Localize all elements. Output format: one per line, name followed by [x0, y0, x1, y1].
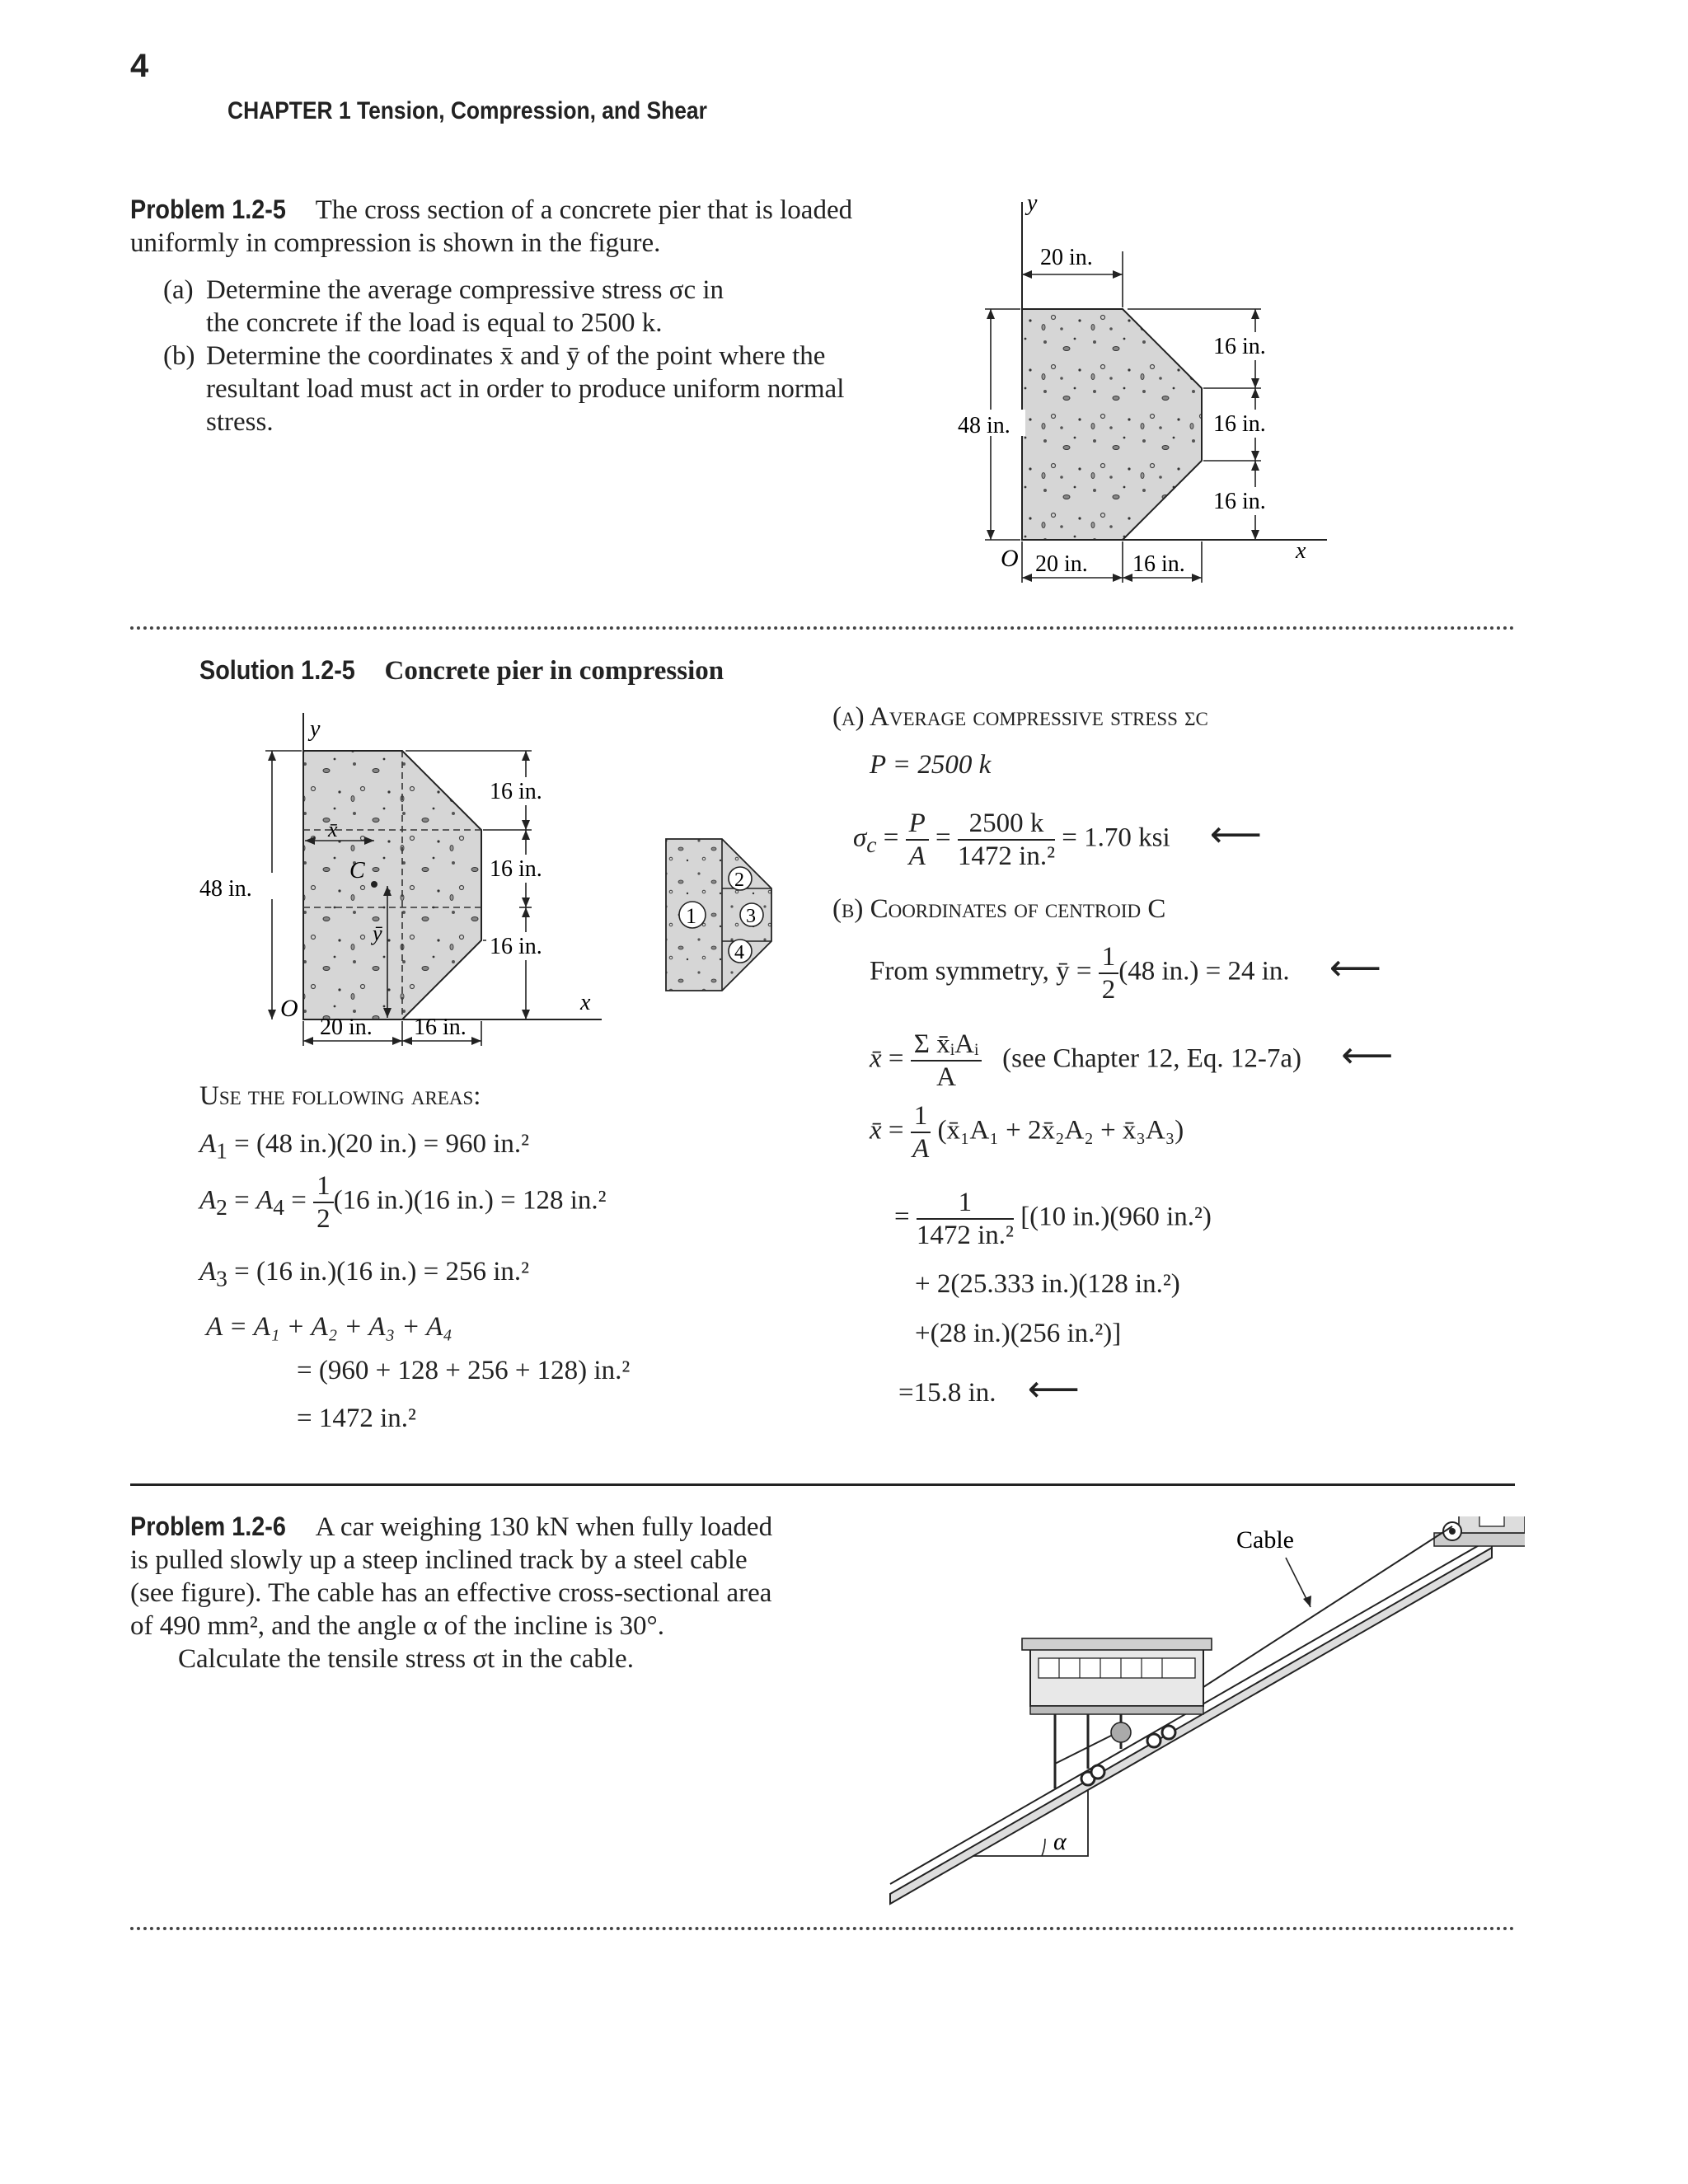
page-number: 4: [130, 48, 149, 84]
problem-intro-line: uniformly in compression is shown in the figure.: [130, 228, 661, 258]
area-a1-value: = (48 in.)(20 in.) = 960 in.²: [234, 1129, 529, 1159]
xbar-substitution: = $\frac{1}{\text{1472 in.²}}$ [(10 in.)(960 in.²): [894, 1188, 1212, 1250]
solution-title: Concrete pier in compression: [384, 656, 724, 686]
dim-left: 48 in.: [199, 876, 252, 902]
xbar-label: x̄: [328, 818, 338, 841]
inclined-track-figure: [882, 1516, 1525, 1920]
dim-bottom-2: 16 in.: [414, 1015, 467, 1040]
pier-section-shape: [1022, 309, 1202, 540]
problem-1-2-5: [130, 193, 897, 260]
part-b-line: stress.: [206, 407, 274, 437]
pier-cross-section-figure: [940, 185, 1352, 589]
dim-top: 20 in.: [1040, 245, 1093, 270]
xbar-def-denominator: A: [936, 1062, 956, 1092]
xbar-definition: x̄ = $\frac{\text{Σ x̄ᵢAᵢ}}{A}$ (see Chapter 12, Eq. 12-7a) ⟵: [870, 1029, 1394, 1092]
xbar-def-numerator: Σ x̄ᵢAᵢ: [911, 1029, 982, 1062]
solution-heading: [199, 654, 941, 687]
region-2-label: 2: [734, 869, 744, 891]
area-a3-value: = (16 in.)(16 in.) = 256 in.²: [234, 1257, 529, 1286]
xbar-sub-line-2: + 2(25.333 in.)(128 in.²): [915, 1269, 1180, 1299]
section-separator: [130, 626, 1515, 630]
bottom-separator: [130, 1927, 1515, 1930]
ybar-eq-post: (48 in.) = 24 in.: [1118, 956, 1290, 987]
y-axis-label: y: [1027, 190, 1038, 216]
problem-1-2-6: [130, 1510, 921, 1675]
x-axis-label: x: [580, 990, 591, 1015]
xbar-sub-line-3: +(28 in.)(256 in.²)]: [915, 1319, 1122, 1348]
stress-result: = 1.70 ksi: [1062, 823, 1170, 853]
ybar-label: ȳ: [373, 921, 382, 945]
area-sum-equation: A = A₁ + A₂ + A₃ + A₄: [206, 1312, 452, 1342]
part-a-line: Determine the average compressive stress σc in: [206, 275, 724, 305]
answer-arrow-icon: ⟵: [1027, 1368, 1080, 1410]
region-1-label: 1: [686, 904, 696, 928]
dim-right-3: 16 in.: [1213, 489, 1266, 514]
xbar-formula: x̄ = $\frac{1}{A}$ (x̄₁A₁ + 2x̄₂A₂ + x̄₃A₃): [870, 1101, 1184, 1164]
region-diagram: [659, 832, 791, 997]
problem-1-2-5-parts: [163, 274, 905, 438]
answer-arrow-icon: ⟵: [1329, 946, 1381, 989]
centroid-point: [371, 881, 377, 888]
solution-label: Solution 1.2-5: [199, 655, 355, 685]
area-sum-line-2: = (960 + 128 + 256 + 128) in.²: [297, 1356, 631, 1385]
dim-right-2: 16 in.: [490, 856, 542, 882]
stress-denominator: 1472 in.²: [957, 841, 1055, 871]
areas-heading: Use the following areas:: [199, 1081, 481, 1111]
part-marker: (a): [163, 275, 194, 305]
part-a-line: the concrete if the load is equal to 2500 k.: [206, 308, 663, 338]
xbar-sub-denominator: 1472 in.²: [916, 1221, 1014, 1250]
xbar-def-note: (see Chapter 12, Eq. 12-7a): [1002, 1043, 1301, 1074]
problem-label: Problem 1.2-5: [130, 194, 286, 224]
origin-label: O: [1001, 545, 1019, 572]
dim-bottom-2: 16 in.: [1132, 551, 1185, 577]
stress-equation: $\sigma_c$ = $\frac{P}{A}$ = $\frac{2500 k}{\text{1472 in.²}}$ = 1.70 ksi ⟵: [853, 808, 1262, 871]
x-axis-label: x: [1296, 538, 1306, 564]
area-a3-equation: $A_3 = (16$ in.)(16 in.) = 256 in.²: [199, 1257, 529, 1291]
dim-right-1: 16 in.: [490, 779, 542, 804]
problem-line: Calculate the tensile stress σt in the cable.: [178, 1644, 634, 1674]
angle-alpha-label: α: [1053, 1828, 1067, 1855]
answer-arrow-icon: ⟵: [1209, 813, 1262, 855]
problem-line: of 490 mm², and the angle α of the incline is 30°.: [130, 1611, 664, 1641]
area-a1-equation: $A_1 = (48$ in.)(20 in.) = 960 in.²: [199, 1129, 529, 1164]
centroid-label: C: [349, 858, 365, 883]
dim-bottom-1: 20 in.: [1035, 551, 1088, 577]
xbar-result-value: =15.8 in.: [898, 1378, 996, 1408]
answer-arrow-icon: ⟵: [1341, 1033, 1394, 1076]
part-marker: (b): [163, 341, 195, 371]
origin-label: O: [280, 995, 298, 1022]
part-b-heading: (b) Coordinates of centroid C: [832, 894, 1166, 924]
dim-left: 48 in.: [958, 413, 1010, 438]
dim-bottom-1: 20 in.: [320, 1015, 373, 1040]
xbar-formula-body: (x̄₁A₁ + 2x̄₂A₂ + x̄₃A₃): [937, 1115, 1184, 1146]
region-3-label: 3: [746, 906, 756, 927]
solution-section-figure: [198, 705, 659, 1059]
problem-intro-line: The cross section of a concrete pier that is loaded: [315, 195, 853, 225]
part-b-line: resultant load must act in order to produce uniform normal: [206, 374, 845, 404]
area-a2-equation: $A_2 = A_4$ = $\frac{1}{2}$ (16 in.)(16 in.) = 128 in.²: [199, 1171, 607, 1234]
stress-numerator: 2500 k: [958, 808, 1055, 841]
running-head: CHAPTER 1 Tension, Compression, and Shear: [227, 97, 707, 124]
area-sum-line-3: = 1472 in.²: [297, 1404, 416, 1433]
solution-section-shape: [303, 751, 481, 1019]
problem-line: A car weighing 130 kN when fully loaded: [315, 1512, 773, 1542]
xbar-result: [898, 1368, 1080, 1410]
load-equation: P = 2500 k: [870, 750, 992, 780]
ybar-equation: From symmetry, ȳ = $\frac{1}{2}$ (48 in.) = 24 in. ⟵: [870, 942, 1381, 1005]
dim-right-2: 16 in.: [1213, 411, 1266, 437]
dim-right-1: 16 in.: [1213, 334, 1266, 359]
ybar-eq-pre: From symmetry, ȳ =: [870, 956, 1092, 987]
part-a-heading: (a) Average compressive stress σc: [832, 702, 1208, 732]
region-4-label: 4: [734, 942, 744, 963]
dim-right-3: 16 in.: [490, 934, 542, 959]
problem-line: is pulled slowly up a steep inclined track by a steel cable: [130, 1545, 748, 1575]
cable-label: Cable: [1236, 1526, 1294, 1554]
xbar-sub-line-1: [(10 in.)(960 in.²): [1020, 1202, 1212, 1232]
problem-label: Problem 1.2-6: [130, 1511, 286, 1541]
y-axis-label: y: [310, 716, 321, 742]
problem-line: (see figure). The cable has an effective cross-sectional area: [130, 1578, 772, 1608]
problem-divider: [130, 1483, 1515, 1486]
part-b-line: Determine the coordinates x̄ and ȳ of the point where the: [206, 341, 826, 371]
area-a2-value: (16 in.)(16 in.) = 128 in.²: [333, 1185, 607, 1216]
